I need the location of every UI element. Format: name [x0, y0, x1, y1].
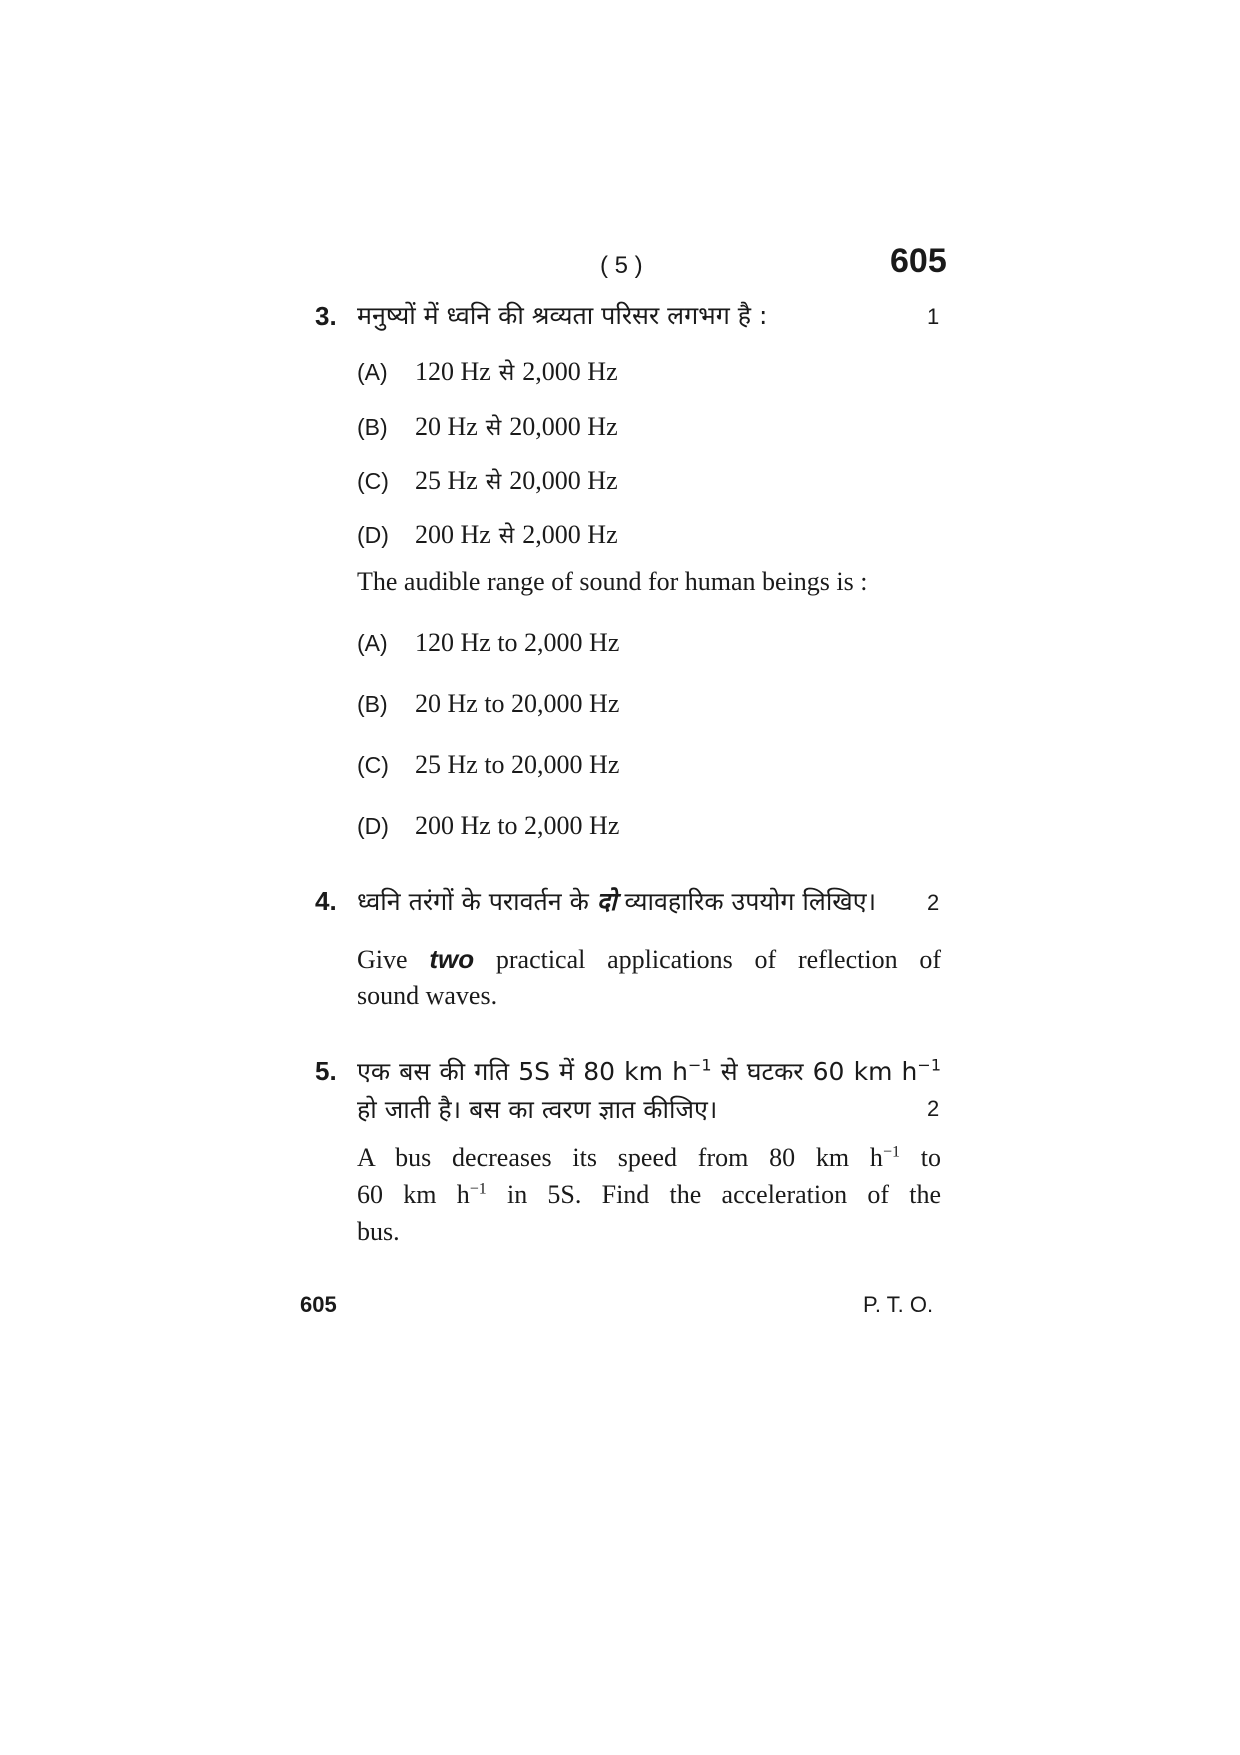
q4-hindi-pre: ध्वनि तरंगों के परावर्तन के — [357, 887, 589, 916]
question-4-hindi-text — [357, 884, 876, 918]
q5-english-line1-b: to — [920, 1143, 941, 1172]
option-from: 200 Hz — [415, 520, 491, 549]
question-5-number: 5. — [315, 1056, 337, 1086]
q3-hindi-option-c — [357, 464, 618, 496]
q3-hindi-option-d — [357, 518, 618, 550]
option-text: 120 Hz to 2,000 Hz — [415, 628, 620, 657]
option-label: (D) — [357, 522, 389, 548]
option-joiner: से — [485, 415, 502, 441]
q5-hindi-line1-b: से घटकर 60 km h — [720, 1057, 918, 1086]
q3-hindi-option-b — [357, 410, 618, 442]
q4-hindi-bold: दो — [596, 887, 617, 916]
question-3-english-text: The audible range of sound for human beings is : — [357, 567, 868, 596]
question-5-english-line3: bus. — [357, 1217, 400, 1246]
question-4-english-line1 — [357, 944, 941, 975]
option-text: 25 Hz to 20,000 Hz — [415, 750, 620, 779]
question-5-marks: 2 — [927, 1096, 940, 1121]
paper-code-footer: 605 — [300, 1292, 337, 1317]
superscript: −1 — [917, 1055, 941, 1075]
superscript: −1 — [882, 1143, 900, 1161]
option-label: (A) — [357, 359, 388, 385]
option-from: 25 Hz — [415, 466, 478, 495]
option-label: (B) — [357, 691, 388, 717]
q3-english-option-b — [357, 689, 619, 719]
option-joiner: से — [498, 360, 515, 386]
superscript: −1 — [469, 1180, 487, 1198]
question-5-english-line1 — [357, 1143, 941, 1173]
question-3-marks: 1 — [927, 304, 940, 329]
q5-english-line1-a: A bus decreases its speed from 80 km h — [357, 1143, 883, 1172]
question-3-number: 3. — [315, 301, 337, 331]
q5-english-line2-b: in 5S. Find the acceleration of the — [506, 1180, 941, 1209]
superscript: −1 — [687, 1055, 712, 1075]
option-label: (B) — [357, 414, 388, 440]
option-label: (D) — [357, 813, 389, 839]
question-3-hindi-text: मनुष्यों में ध्वनि की श्रव्यता परिसर लगभग है : — [357, 301, 768, 330]
page-number: ( 5 ) — [600, 252, 643, 279]
option-joiner: से — [485, 469, 502, 495]
q5-english-line2-a: 60 km h — [357, 1180, 470, 1209]
option-from: 120 Hz — [415, 357, 491, 386]
question-4-english-line2: sound waves. — [357, 981, 498, 1010]
q5-hindi-line1-a: एक बस की गति 5S में 80 km h — [357, 1057, 688, 1086]
option-joiner: से — [498, 523, 515, 549]
option-to: 2,000 Hz — [522, 357, 618, 386]
pto-label: P. T. O. — [863, 1292, 934, 1317]
option-label: (A) — [357, 630, 388, 656]
q4-english-bold: two — [429, 944, 475, 974]
q4-hindi-post: व्यावहारिक उपयोग लिखिए। — [624, 887, 877, 916]
option-to: 20,000 Hz — [509, 466, 618, 495]
q4-english-pre: Give — [357, 945, 408, 974]
option-text: 200 Hz to 2,000 Hz — [415, 811, 620, 840]
option-from: 20 Hz — [415, 412, 478, 441]
q4-english-post: practical applications of reflection of — [495, 945, 942, 974]
option-text: 20 Hz to 20,000 Hz — [415, 689, 620, 718]
paper-code-header: 605 — [890, 242, 947, 280]
q3-english-option-a — [357, 628, 619, 658]
question-4-marks: 2 — [927, 890, 940, 915]
question-5-hindi-line2: हो जाती है। बस का त्वरण ज्ञात कीजिए। — [357, 1095, 718, 1124]
q3-hindi-option-a — [357, 355, 618, 387]
option-to: 20,000 Hz — [509, 412, 618, 441]
q3-english-option-c — [357, 750, 619, 780]
question-5-english-line2 — [357, 1180, 941, 1210]
option-label: (C) — [357, 468, 389, 494]
option-label: (C) — [357, 752, 389, 778]
option-to: 2,000 Hz — [522, 520, 618, 549]
q3-english-option-d — [357, 811, 619, 841]
question-4-number: 4. — [315, 886, 337, 916]
question-5-hindi-line1 — [357, 1054, 941, 1088]
